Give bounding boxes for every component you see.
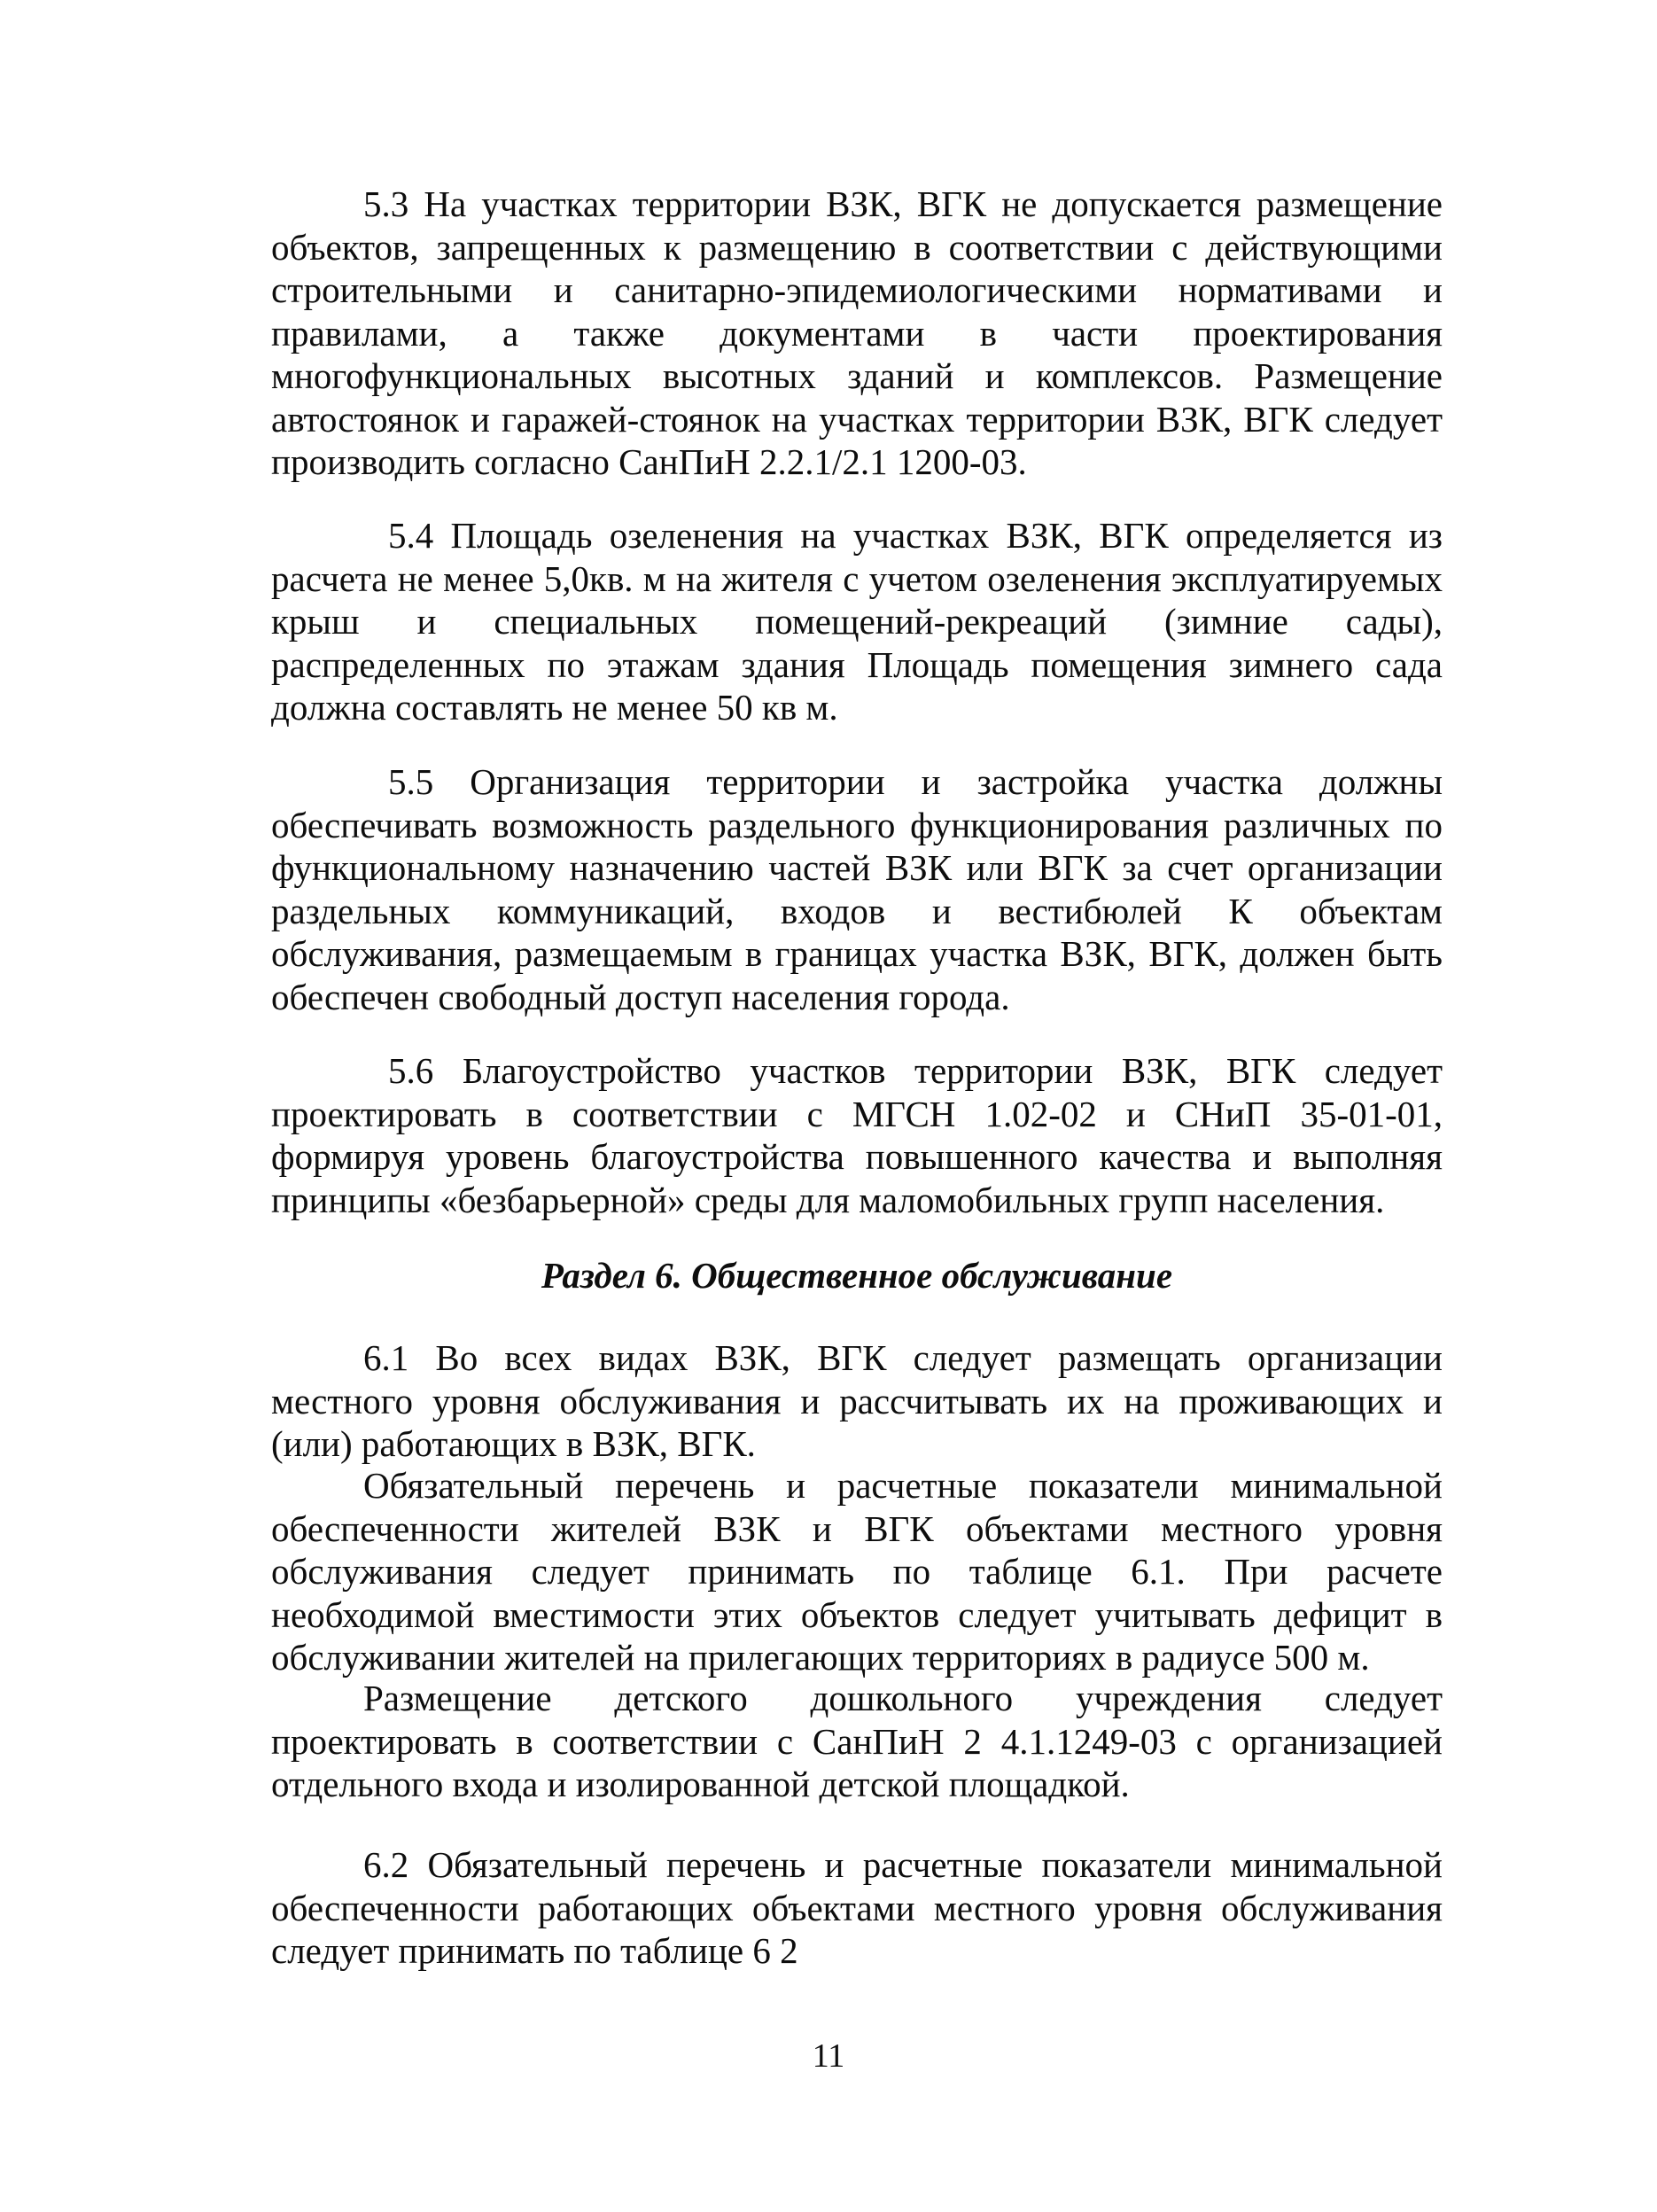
paragraph-5-6: 5.6 Благоустройство участков территории ВЗК, ВГК следует проектировать в соответствии с МГСН 1.02-02 и СНиП 35-01-01, формируя уровень благоустройства повышенного качества и выполняя принципы «безбарьерной» среды для маломобильных групп населения. bbox=[271, 1050, 1443, 1220]
paragraph-5-3: 5.3 На участках территории ВЗК, ВГК не допускается размещение объектов, запрещенных к размещению в соответствии с действующими строительными и санитарно-эпидемиологическими нормативами и правилами, а также документами в части проектирования многофункциональных высотных зданий и комплексов. Размещение автостоянок и гаражей-стоянок на участках территории ВЗК, ВГК следует производить согласно СанПиН 2.2.1/2.1 1200-03. bbox=[271, 183, 1443, 482]
paragraph-6-1-kindergarten: Размещение детского дошкольного учреждения следует проектировать в соответствии с СанПиН 2 4.1.1249-03 с организацией отдельного входа и изолированной детской площадкой. bbox=[271, 1678, 1443, 1804]
page-number: 11 bbox=[812, 2037, 845, 2075]
paragraph-6-2: 6.2 Обязательный перечень и расчетные показатели минимальной обеспеченности работающих объектами местного уровня обслуживания следует принимать по таблице 6 2 bbox=[271, 1844, 1443, 1971]
section-6-heading: Раздел 6. Общественное обслуживание bbox=[541, 1255, 1173, 1296]
paragraph-5-5: 5.5 Организация территории и застройка участка должны обеспечивать возможность раздельного функционирования различных по функциональному назначению частей ВЗК или ВГК за счет организации раздельных коммуникаций, входов и вестибюлей К объектам обслуживания, размещаемым в границах участка ВЗК, ВГК, должен быть обеспечен свободный доступ населения города. bbox=[271, 761, 1443, 1017]
paragraph-6-1: 6.1 Во всех видах ВЗК, ВГК следует размещать организации местного уровня обслуживания и рассчитывать их на проживающих и (или) работающих в ВЗК, ВГК. bbox=[271, 1337, 1443, 1464]
paragraph-5-4: 5.4 Площадь озеленения на участках ВЗК, ВГК определяется из расчета не менее 5,0кв. м на жителя с учетом озеленения эксплуатируемых крыш и специальных помещений-рекреаций (зимние сады), распределенных по этажам здания Площадь помещения зимнего сада должна составлять не менее 50 кв м. bbox=[271, 515, 1443, 728]
paragraph-6-1-list: Обязательный перечень и расчетные показатели минимальной обеспеченности жителей ВЗК и ВГК объектами местного уровня обслуживания следует принимать по таблице 6.1. При расчете необходимой вместимости этих объектов следует учитывать дефицит в обслуживании жителей на прилегающих территориях в радиусе 500 м. bbox=[271, 1465, 1443, 1678]
